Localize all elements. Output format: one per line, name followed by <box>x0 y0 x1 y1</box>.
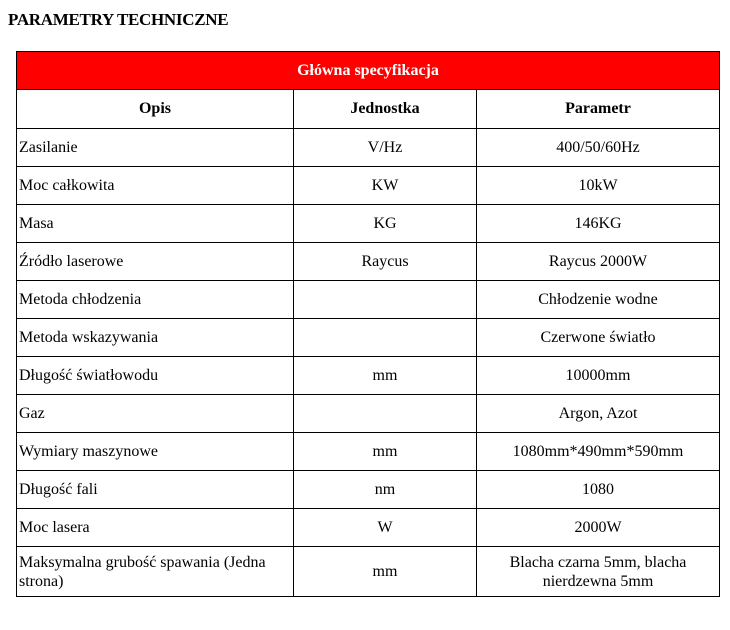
table-row <box>17 433 720 471</box>
cell-parametr: Argon, Azot <box>477 395 720 433</box>
table-row <box>17 547 720 597</box>
cell-jednostka: KG <box>294 205 477 243</box>
cell-parametr: Chłodzenie wodne <box>477 281 720 319</box>
cell-parametr: 400/50/60Hz <box>477 129 720 167</box>
cell-parametr: 1080mm*490mm*590mm <box>477 433 720 471</box>
table-row <box>17 319 720 357</box>
cell-opis: Długość światłowodu <box>17 357 294 395</box>
table-row <box>17 471 720 509</box>
cell-parametr: 2000W <box>477 509 720 547</box>
table-banner-row <box>17 52 720 90</box>
table-row <box>17 243 720 281</box>
table-row <box>17 357 720 395</box>
cell-opis: Maksymalna grubość spawania (Jedna strona) <box>17 547 294 597</box>
cell-parametr: 146KG <box>477 205 720 243</box>
table-row <box>17 281 720 319</box>
cell-opis: Źródło laserowe <box>17 243 294 281</box>
cell-opis: Wymiary maszynowe <box>17 433 294 471</box>
cell-jednostka <box>294 395 477 433</box>
cell-parametr: Raycus 2000W <box>477 243 720 281</box>
cell-jednostka: W <box>294 509 477 547</box>
column-header-jednostka: Jednostka <box>294 90 477 129</box>
spec-table <box>16 51 720 597</box>
cell-parametr: Czerwone światło <box>477 319 720 357</box>
table-row <box>17 129 720 167</box>
cell-jednostka: V/Hz <box>294 129 477 167</box>
cell-parametr: 10kW <box>477 167 720 205</box>
column-header-opis: Opis <box>17 90 294 129</box>
cell-parametr: Blacha czarna 5mm, blacha nierdzewna 5mm <box>477 547 720 597</box>
cell-jednostka: mm <box>294 433 477 471</box>
cell-opis: Długość fali <box>17 471 294 509</box>
cell-opis: Metoda wskazywania <box>17 319 294 357</box>
table-row <box>17 205 720 243</box>
cell-jednostka <box>294 319 477 357</box>
cell-parametr: 10000mm <box>477 357 720 395</box>
cell-jednostka: mm <box>294 357 477 395</box>
table-banner: Główna specyfikacja <box>17 52 720 90</box>
cell-jednostka: mm <box>294 547 477 597</box>
table-row <box>17 395 720 433</box>
cell-parametr: 1080 <box>477 471 720 509</box>
cell-jednostka <box>294 281 477 319</box>
cell-opis: Metoda chłodzenia <box>17 281 294 319</box>
cell-jednostka: Raycus <box>294 243 477 281</box>
cell-opis: Gaz <box>17 395 294 433</box>
column-header-parametr: Parametr <box>477 90 720 129</box>
cell-jednostka: KW <box>294 167 477 205</box>
cell-opis: Moc lasera <box>17 509 294 547</box>
table-header-row <box>17 90 720 129</box>
cell-opis: Masa <box>17 205 294 243</box>
cell-opis: Moc całkowita <box>17 167 294 205</box>
table-row <box>17 167 720 205</box>
table-row <box>17 509 720 547</box>
cell-jednostka: nm <box>294 471 477 509</box>
page-title: PARAMETRY TECHNICZNE <box>8 10 229 29</box>
cell-opis: Zasilanie <box>17 129 294 167</box>
